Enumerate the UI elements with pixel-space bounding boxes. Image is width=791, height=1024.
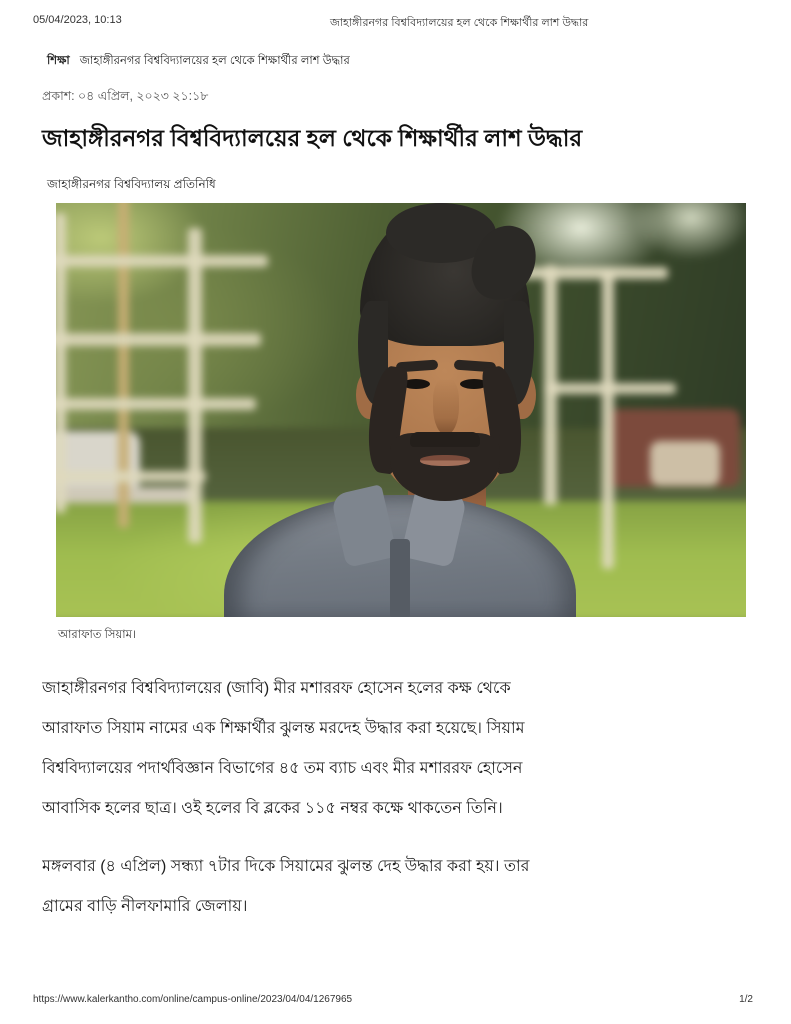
breadcrumb-section: শিক্ষা bbox=[47, 55, 70, 67]
photo-caption: আরাফাত সিয়াম। bbox=[58, 629, 137, 641]
print-footer-url: https://www.kalerkantho.com/online/campus-online/2023/04/04/1267965 bbox=[33, 994, 353, 1005]
print-footer-page-number: 1/2 bbox=[739, 994, 753, 1005]
paragraph-line: গ্রামের বাড়ি নীলফামারি জেলায়। bbox=[42, 898, 248, 915]
article-byline: জাহাঙ্গীরনগর বিশ্ববিদ্যালয় প্রতিনিধি bbox=[47, 177, 216, 191]
print-timestamp: 05/04/2023, 10:13 bbox=[33, 14, 122, 26]
print-document-title: জাহাঙ্গীরনগর বিশ্ববিদ্যালয়ের হল থেকে শিক্ষার্থীর লাশ উদ্ধার bbox=[330, 17, 589, 29]
paragraph-line: আরাফাত সিয়াম নামের এক শিক্ষার্থীর ঝুলন্ত মরদেহ উদ্ধার করা হয়েছে। সিয়াম bbox=[42, 720, 525, 737]
article-paragraph bbox=[42, 669, 749, 829]
building-highlight-blur bbox=[650, 441, 720, 486]
portrait-man bbox=[326, 203, 566, 617]
lips bbox=[420, 455, 470, 466]
mustache bbox=[410, 432, 480, 447]
breadcrumb-current: জাহাঙ্গীরনগর বিশ্ববিদ্যালয়ের হল থেকে শিক্ষার্থীর লাশ উদ্ধার bbox=[79, 55, 350, 67]
goalpost-frame-left bbox=[56, 398, 256, 410]
breadcrumb bbox=[47, 52, 749, 71]
goalpost-frame-left bbox=[56, 255, 268, 267]
published-date: প্রকাশ: ০৪ এপ্রিল, ২০২৩ ২১:১৮ bbox=[42, 89, 209, 103]
article-paragraph bbox=[42, 847, 749, 927]
goalpost-frame-left bbox=[56, 333, 261, 346]
goalpost-frame-left bbox=[56, 471, 206, 482]
paragraph-line: আবাসিক হলের ছাত্র। ওই হলের বি ব্লকের ১১৫ নম্বর কক্ষে থাকতেন তিনি। bbox=[42, 800, 503, 817]
goalpost-frame-left bbox=[188, 228, 202, 543]
goalpost-frame-right bbox=[602, 269, 614, 569]
article-content bbox=[42, 52, 749, 927]
paragraph-line: বিশ্ববিদ্যালয়ের পদার্থবিজ্ঞান বিভাগের ৪৫ তম ব্যাচ এবং মীর মশাররফ হোসেন bbox=[42, 760, 523, 777]
paragraph-line: জাহাঙ্গীরনগর বিশ্ববিদ্যালয়ের (জাবি) মীর মশাররফ হোসেন হলের কক্ষ থেকে bbox=[42, 680, 511, 697]
article-photo bbox=[56, 203, 746, 617]
nose bbox=[433, 379, 459, 435]
paragraph-line: মঙ্গলবার (৪ এপ্রিল) সন্ধ্যা ৭টার দিকে সিয়ামের ঝুলন্ত দেহ উদ্ধার করা হয়। তার bbox=[42, 858, 530, 875]
article-headline: জাহাঙ্গীরনগর বিশ্ববিদ্যালয়ের হল থেকে শিক্ষার্থীর লাশ উদ্ধার bbox=[42, 125, 583, 151]
